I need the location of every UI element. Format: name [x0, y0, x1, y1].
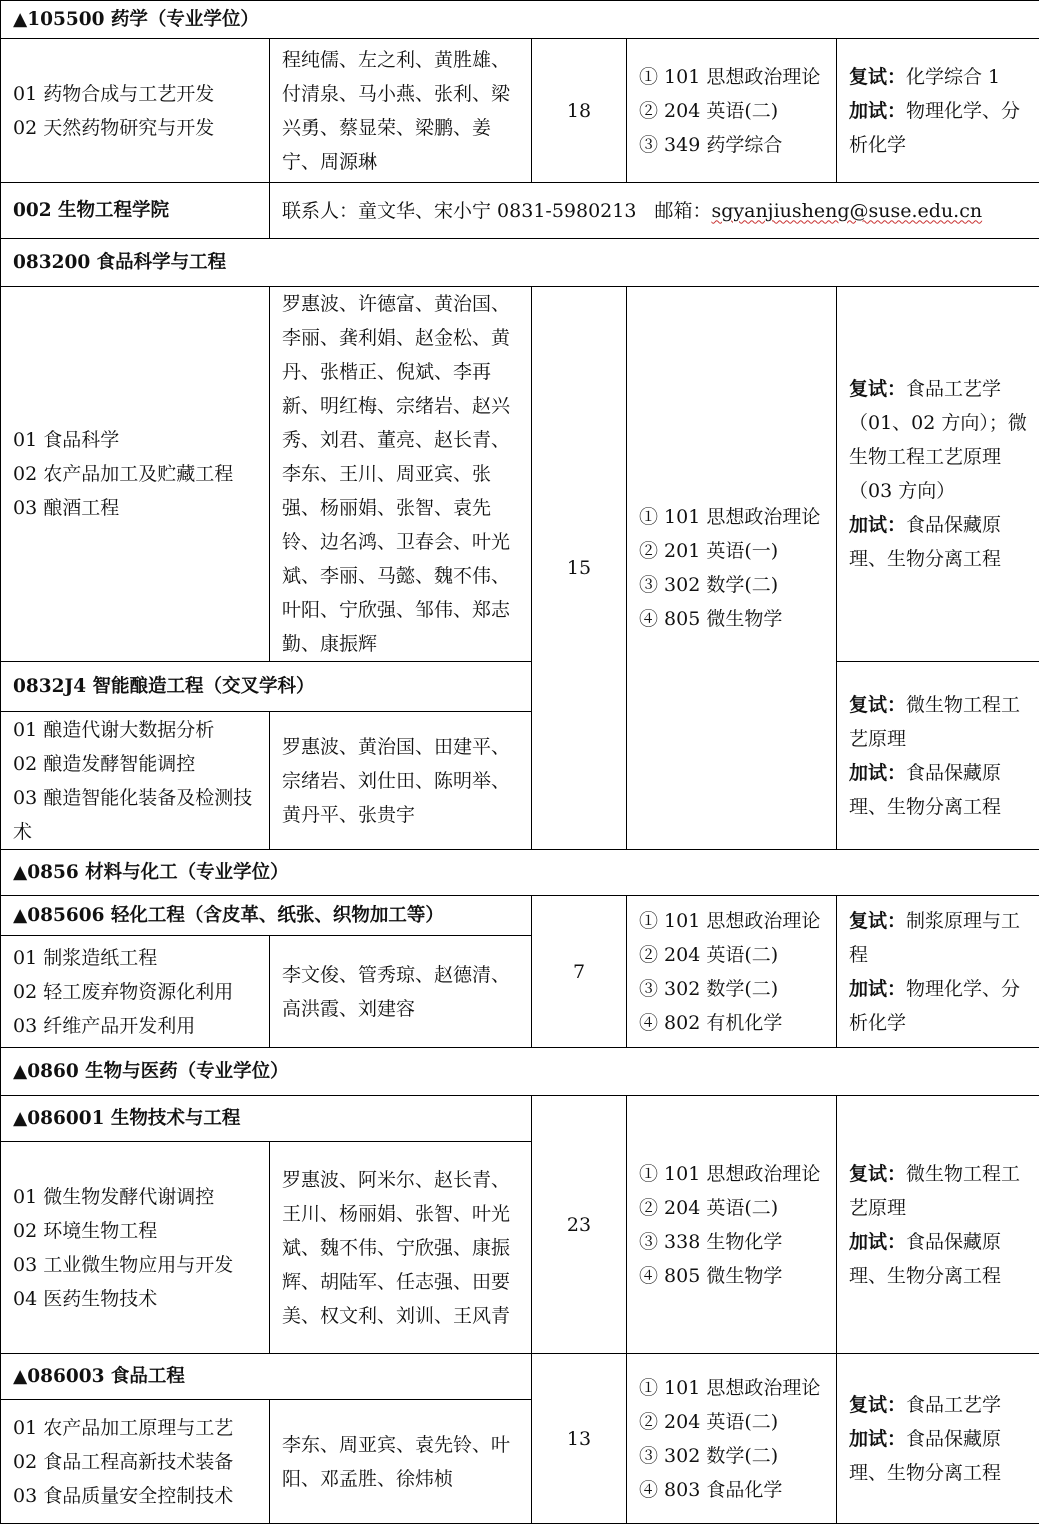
extra-test-label: 加试：: [849, 1428, 906, 1450]
direction-item: 02 轻工废弃物资源化利用: [13, 975, 257, 1009]
subsection-header-biotech: ▲086001 生物技术与工程: [1, 1096, 532, 1142]
direction-item: 01 食品科学: [13, 423, 257, 457]
retest-info: [837, 1096, 1039, 1354]
exam-item: ④ 803 食品化学: [639, 1473, 824, 1507]
extra-test-subjects: 食品保藏原理、生物分离工程: [849, 514, 1001, 570]
extra-test-subjects: 食品保藏原理、生物分离工程: [849, 1231, 1001, 1287]
exam-item: ③ 302 数学(二): [639, 1439, 824, 1473]
contact-label: 联系人：: [282, 200, 358, 222]
exam-item: ① 101 思想政治理论: [639, 60, 824, 94]
exam-subjects: [627, 1096, 837, 1354]
exam-item: ③ 302 数学(二): [639, 972, 824, 1006]
direction-item: 01 微生物发酵代谢调控: [13, 1180, 257, 1214]
direction-item: 02 食品工程高新技术装备: [13, 1445, 257, 1479]
section-header-food-science: 083200 食品科学与工程: [1, 239, 1039, 287]
exam-item: ③ 338 生物化学: [639, 1225, 824, 1259]
section-header-pharmacy: ▲105500 药学（专业学位）: [1, 1, 1039, 39]
research-directions: [1, 1142, 270, 1354]
direction-item: 01 农产品加工原理与工艺: [13, 1411, 257, 1445]
research-directions: [1, 39, 270, 183]
direction-item: 02 环境生物工程: [13, 1214, 257, 1248]
exam-item: ③ 349 药学综合: [639, 128, 824, 162]
college-contact: [270, 183, 1039, 239]
supervisors: 罗惠波、阿米尔、赵长青、王川、杨丽娟、张智、叶光斌、魏不伟、宁欣强、康振辉、胡陆军、任志强、田要美、权文利、刘训、王风青: [270, 1142, 532, 1354]
retest-label: 复试：: [849, 694, 906, 716]
research-directions: [1, 287, 270, 662]
exam-item: ② 201 英语(一): [639, 534, 824, 568]
extra-test-subjects: 食品保藏原理、生物分离工程: [849, 1428, 1001, 1484]
subsection-header-food-engineering: ▲086003 食品工程: [1, 1354, 532, 1400]
retest-info: [837, 662, 1039, 850]
exam-item: ④ 802 有机化学: [639, 1006, 824, 1040]
supervisors: 罗惠波、黄治国、田建平、宗绪岩、刘仕田、陈明举、黄丹平、张贵宇: [270, 712, 532, 850]
retest-label: 复试：: [849, 1163, 906, 1185]
exam-subjects: [627, 39, 837, 183]
enrollment-count: 7: [532, 896, 627, 1048]
enrollment-count: 13: [532, 1354, 627, 1524]
extra-test-subjects: 物理化学、分析化学: [849, 100, 1020, 156]
extra-test-label: 加试：: [849, 978, 906, 1000]
retest-subjects: 制浆原理与工程: [849, 910, 1020, 966]
retest-subjects: 食品工艺学（01、02 方向）；微生物工程工艺原理（03 方向）: [849, 378, 1027, 502]
retest-info: [837, 39, 1039, 183]
extra-test-label: 加试：: [849, 762, 906, 784]
exam-item: ② 204 英语(二): [639, 938, 824, 972]
contact-persons: 童文华、宋小宁 0831-5980213: [358, 200, 636, 222]
retest-info: [837, 287, 1039, 662]
research-directions: [1, 936, 270, 1048]
supervisors: 李文俊、管秀琼、赵德清、高洪霞、刘建容: [270, 936, 532, 1048]
retest-label: 复试：: [849, 1394, 906, 1416]
extra-test-subjects: 物理化学、分析化学: [849, 978, 1020, 1034]
retest-label: 复试：: [849, 66, 906, 88]
retest-subjects: 食品工艺学: [906, 1394, 1001, 1416]
direction-item: 02 天然药物研究与开发: [13, 111, 257, 145]
direction-item: 01 酿造代谢大数据分析: [13, 713, 257, 747]
retest-subjects: 微生物工程工艺原理: [849, 694, 1020, 750]
direction-item: 03 纤维产品开发利用: [13, 1009, 257, 1043]
exam-subjects: [627, 287, 837, 850]
direction-item: 01 药物合成与工艺开发: [13, 77, 257, 111]
exam-item: ② 204 英语(二): [639, 1191, 824, 1225]
direction-item: 04 医药生物技术: [13, 1282, 257, 1316]
exam-item: ② 204 英语(二): [639, 94, 824, 128]
exam-item: ① 101 思想政治理论: [639, 1157, 824, 1191]
direction-item: 02 农产品加工及贮藏工程: [13, 457, 257, 491]
exam-subjects: [627, 1354, 837, 1524]
exam-item: ① 101 思想政治理论: [639, 1371, 824, 1405]
direction-item: 03 食品质量安全控制技术: [13, 1479, 257, 1513]
direction-item: 01 制浆造纸工程: [13, 941, 257, 975]
email-label: 邮箱：: [654, 200, 711, 222]
extra-test-label: 加试：: [849, 100, 906, 122]
direction-item: 03 酿造智能化装备及检测技术: [13, 781, 257, 849]
retest-info: [837, 1354, 1039, 1524]
retest-subjects: 化学综合 1: [906, 66, 1000, 88]
exam-subjects: [627, 896, 837, 1048]
extra-test-label: 加试：: [849, 1231, 906, 1253]
retest-info: [837, 896, 1039, 1048]
exam-item: ④ 805 微生物学: [639, 1259, 824, 1293]
college-name: 002 生物工程学院: [1, 183, 270, 239]
direction-item: 03 工业微生物应用与开发: [13, 1248, 257, 1282]
enrollment-count: 15: [532, 287, 627, 850]
exam-item: ① 101 思想政治理论: [639, 904, 824, 938]
enrollment-count: 23: [532, 1096, 627, 1354]
exam-item: ② 204 英语(二): [639, 1405, 824, 1439]
exam-item: ③ 302 数学(二): [639, 568, 824, 602]
retest-label: 复试：: [849, 910, 906, 932]
retest-subjects: 微生物工程工艺原理: [849, 1163, 1020, 1219]
subsection-header-light-chemical: ▲085606 轻化工程（含皮革、纸张、织物加工等）: [1, 896, 532, 936]
email-link[interactable]: sgyanjiusheng@suse.edu.cn: [711, 200, 982, 222]
exam-item: ④ 805 微生物学: [639, 602, 824, 636]
supervisors: 程纯儒、左之利、黄胜雄、付清泉、马小燕、张利、梁兴勇、蔡显荣、梁鹏、姜宁、周源琳: [270, 39, 532, 183]
enrollment-count: 18: [532, 39, 627, 183]
direction-item: 03 酿酒工程: [13, 491, 257, 525]
retest-label: 复试：: [849, 378, 906, 400]
supervisors: 李东、周亚宾、袁先铃、叶阳、邓孟胜、徐炜桢: [270, 1400, 532, 1524]
section-header-bio-medicine: ▲0860 生物与医药（专业学位）: [1, 1048, 1039, 1096]
subsection-header-smart-brewing: 0832J4 智能酿造工程（交叉学科）: [1, 662, 532, 712]
direction-item: 02 酿造发酵智能调控: [13, 747, 257, 781]
section-header-materials: ▲0856 材料与化工（专业学位）: [1, 850, 1039, 896]
extra-test-subjects: 食品保藏原理、生物分离工程: [849, 762, 1001, 818]
supervisors: 罗惠波、许德富、黄治国、李丽、龚利娟、赵金松、黄丹、张楷正、倪斌、李再新、明红梅、宗绪岩、赵兴秀、刘君、董亮、赵长青、李东、王川、周亚宾、张强、杨丽娟、张智、袁先铃、边名鸿、卫春会、叶光斌、李丽、马懿、魏不伟、叶阳、宁欣强、邹伟、郑志勤、康振辉: [270, 287, 532, 662]
exam-item: ① 101 思想政治理论: [639, 500, 824, 534]
research-directions: [1, 712, 270, 850]
extra-test-label: 加试：: [849, 514, 906, 536]
